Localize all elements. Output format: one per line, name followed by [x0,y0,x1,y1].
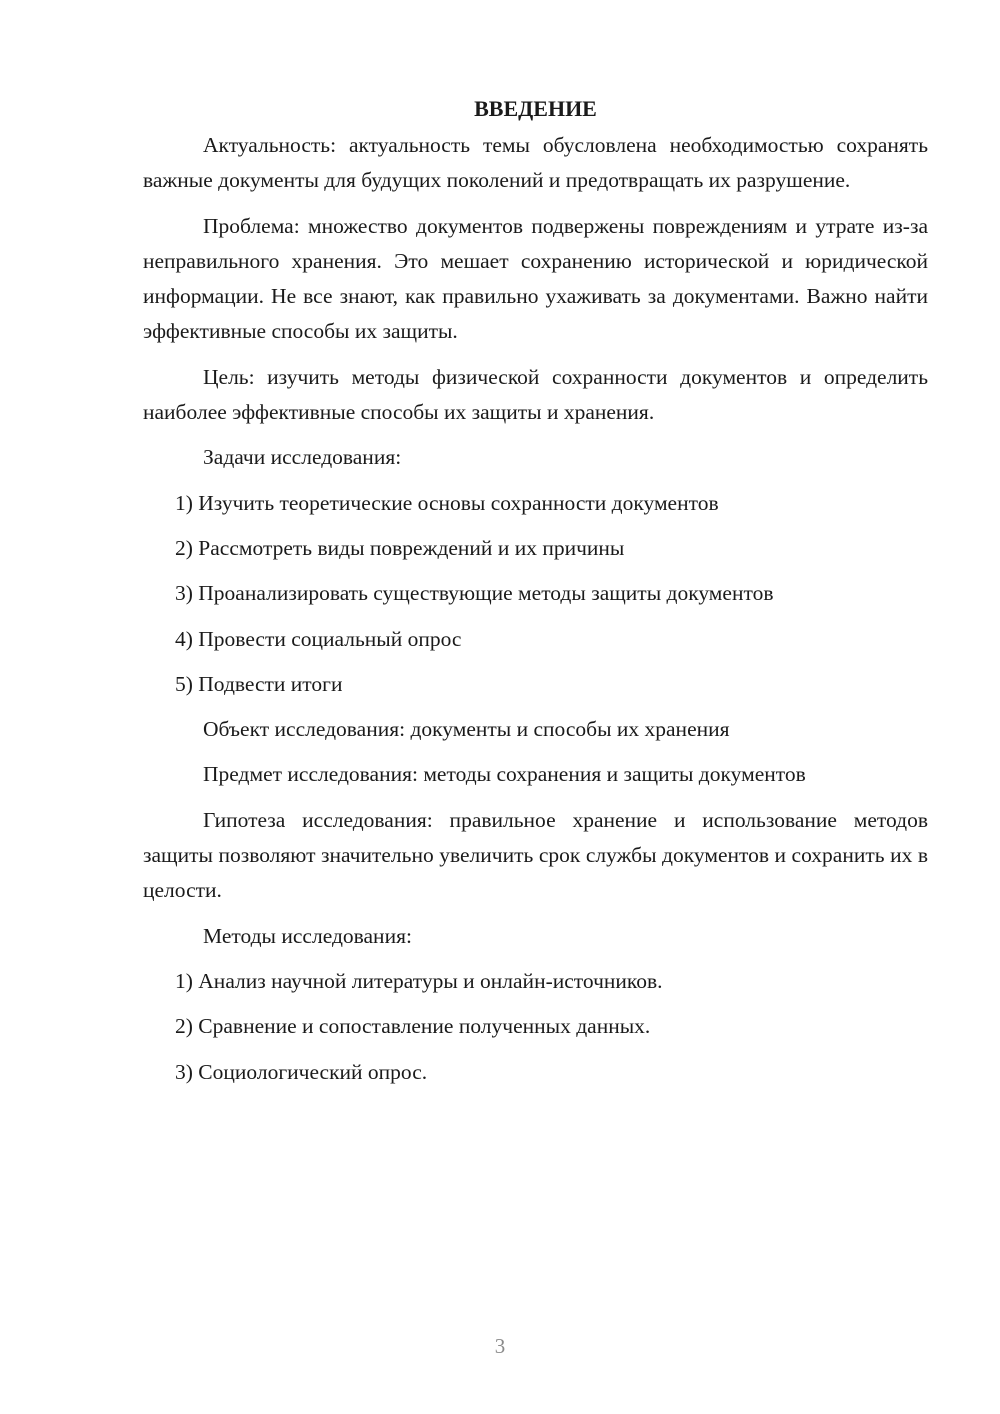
list-item: 4) Провести социальный опрос [175,626,462,651]
list-item: 2) Рассмотреть виды повреждений и их причины [175,535,625,560]
goal-paragraph: Цель: изучить методы физической сохранности документов и определить наиболее эффективные способы их защиты и хранения. [143,364,928,425]
list-item: 1) Изучить теоретические основы сохранности документов [175,490,719,515]
relevance-paragraph: Актуальность: актуальность темы обусловлена необходимостью сохранять важные документы для будущих поколений и предотвращать их разрушение. [143,133,928,193]
subject-line: Предмет исследования: методы сохранения и защиты документов [203,762,806,787]
tasks-list [143,486,928,702]
list-item: 2) Сравнение и сопоставление полученных данных. [175,1014,651,1039]
document-page [143,92,928,1100]
object-line: Объект исследования: документы и способы их хранения [203,717,730,742]
problem-paragraph: Проблема: множество документов подвержены повреждениям и утрате из-за неправильного хранения. Это мешает сохранению исторической и юридической информации. Не все знают, как правильно ухаживать за документами. Важно найти эффективные способы их защиты. [143,213,928,344]
methods-list [143,964,928,1090]
list-item: 3) Социологический опрос. [175,1059,428,1084]
methods-heading: Методы исследования: [203,923,412,948]
section-title: ВВЕДЕНИЕ [474,96,597,121]
tasks-heading: Задачи исследования: [203,445,402,470]
page-number: 3 [494,1334,506,1358]
list-item: 5) Подвести итоги [175,671,343,696]
list-item: 3) Проанализировать существующие методы защиты документов [175,581,774,606]
hypothesis-paragraph: Гипотеза исследования: правильное хранение и использование методов защиты позволяют значительно увеличить срок службы документов и сохранить их в целости. [143,807,928,903]
list-item: 1) Анализ научной литературы и онлайн-источников. [175,968,663,993]
